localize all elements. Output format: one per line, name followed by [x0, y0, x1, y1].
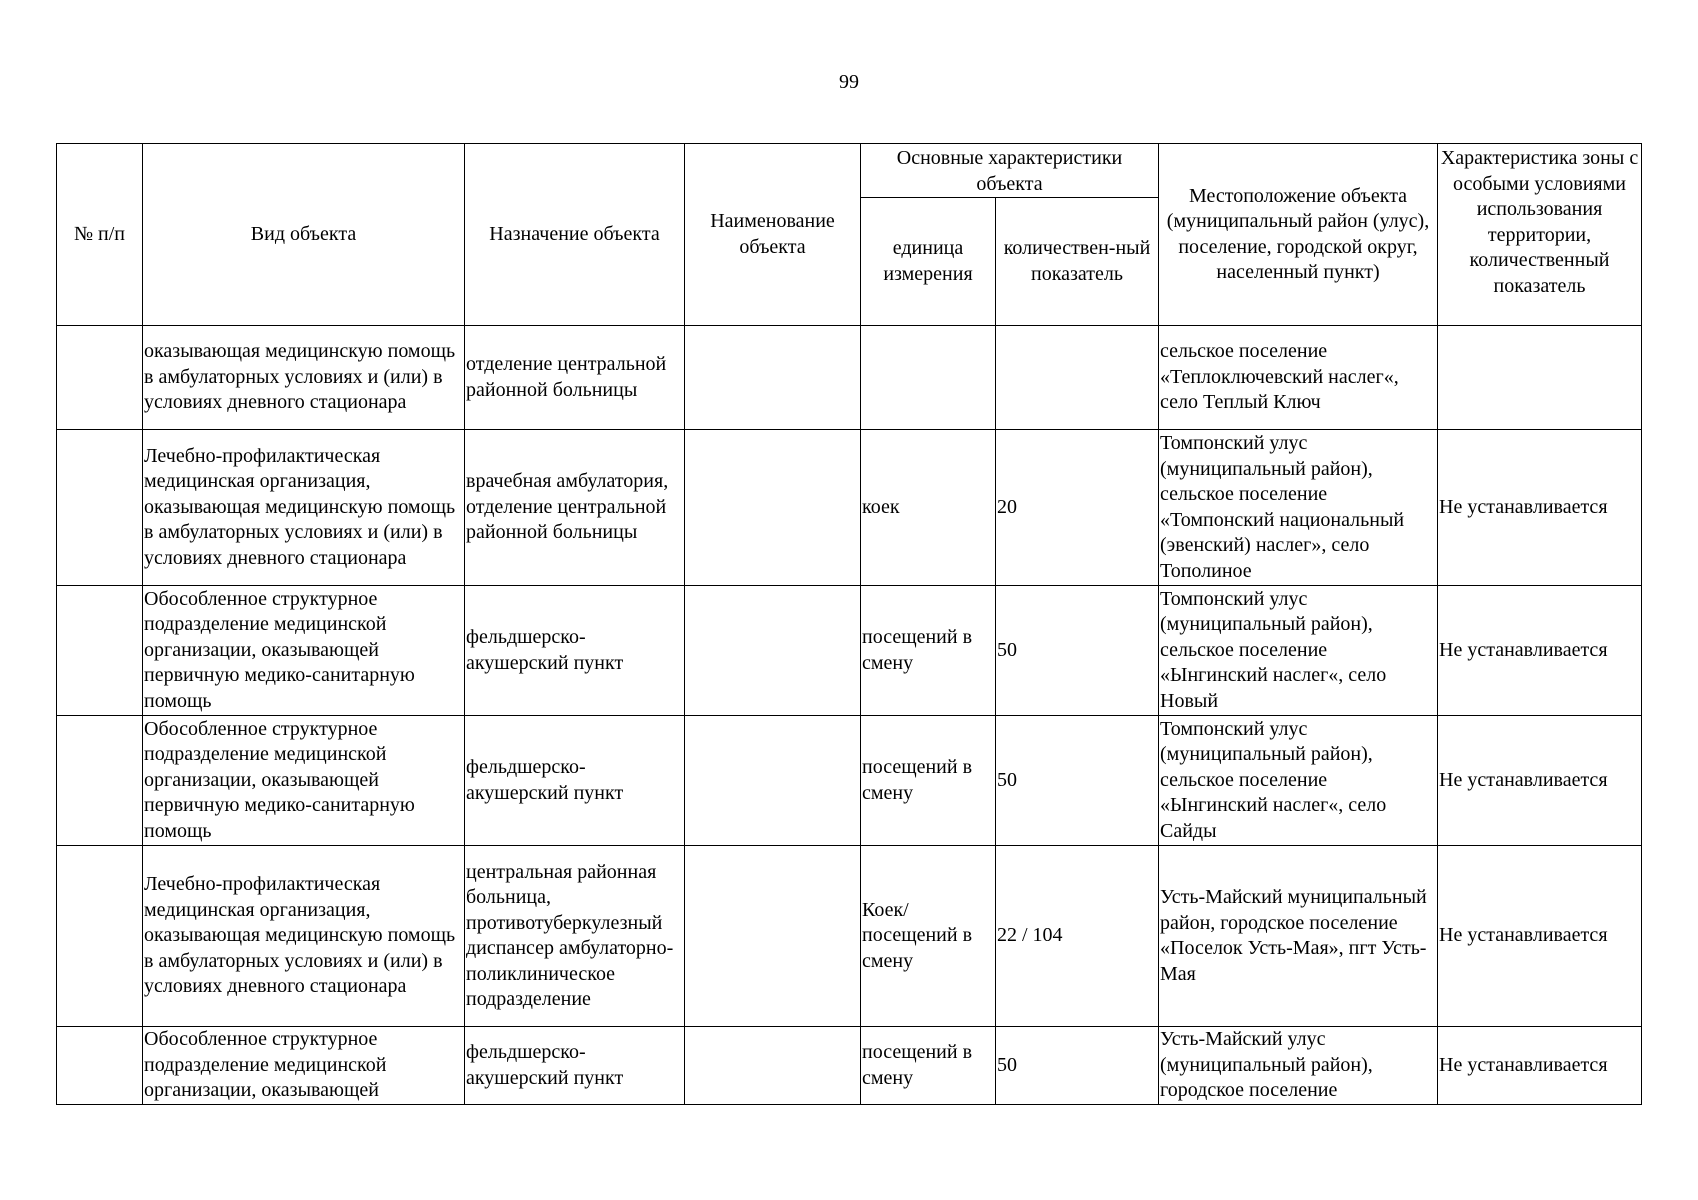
cell-name	[685, 846, 861, 1027]
objects-table	[56, 143, 1642, 1105]
cell-type: Обособленное структурное подразделение медицинской организации, оказывающей первичную медико-санитарную помощь	[143, 716, 465, 846]
page-number: 99	[839, 71, 859, 93]
cell-location: сельское поселение «Теплоключевский наслег«, село Теплый Ключ	[1159, 326, 1438, 430]
cell-zone	[1438, 326, 1642, 430]
cell-type: оказывающая медицинскую помощь в амбулаторных условиях и (или) в условиях дневного стационара	[143, 326, 465, 430]
cell-zone: Не устанавливается	[1438, 1027, 1642, 1105]
cell-location: Томпонский улус (муниципальный район), сельское поселение «Томпонский национальный (эвенский) наслег», село Тополиное	[1159, 430, 1438, 586]
table-row	[57, 846, 1642, 1027]
cell-purpose: фельдшерско-акушерский пункт	[465, 1027, 685, 1105]
cell-name	[685, 326, 861, 430]
table-row	[57, 326, 1642, 430]
cell-name	[685, 1027, 861, 1105]
cell-no	[57, 1027, 143, 1105]
cell-purpose: центральная районная больница, противотуберкулезный диспансер амбулаторно-поликлиническое подразделение	[465, 846, 685, 1027]
header-object-name: Наименование объекта	[685, 144, 861, 326]
cell-quantity: 22 / 104	[996, 846, 1159, 1027]
cell-unit: посещений в смену	[861, 586, 996, 716]
cell-location: Усть-Майский муниципальный район, городское поселение «Поселок Усть-Мая», пгт Усть-Мая	[1159, 846, 1438, 1027]
cell-unit: посещений в смену	[861, 716, 996, 846]
cell-quantity: 50	[996, 716, 1159, 846]
cell-location: Томпонский улус (муниципальный район), сельское поселение «Ынгинский наслег«, село Сайды	[1159, 716, 1438, 846]
cell-zone: Не устанавливается	[1438, 716, 1642, 846]
header-location: Местоположение объекта (муниципальный район (улус), поселение, городской округ, населенный пункт)	[1159, 144, 1438, 326]
cell-purpose: фельдшерско-акушерский пункт	[465, 586, 685, 716]
cell-no	[57, 846, 143, 1027]
cell-purpose: фельдшерско-акушерский пункт	[465, 716, 685, 846]
cell-unit: Коек/посещений в смену	[861, 846, 996, 1027]
cell-type: Обособленное структурное подразделение медицинской организации, оказывающей	[143, 1027, 465, 1105]
header-object-purpose: Назначение объекта	[465, 144, 685, 326]
cell-type: Лечебно-профилактическая медицинская организация, оказывающая медицинскую помощь в амбулаторных условиях и (или) в условиях дневного стационара	[143, 846, 465, 1027]
table-row	[57, 1027, 1642, 1105]
header-zone: Характеристика зоны с особыми условиями использования территории, количественный показатель	[1438, 144, 1642, 326]
cell-name	[685, 716, 861, 846]
cell-quantity: 50	[996, 586, 1159, 716]
cell-type: Обособленное структурное подразделение медицинской организации, оказывающей первичную медико-санитарную помощь	[143, 586, 465, 716]
cell-unit	[861, 326, 996, 430]
cell-no	[57, 716, 143, 846]
table-row	[57, 430, 1642, 586]
cell-unit: коек	[861, 430, 996, 586]
cell-location: Усть-Майский улус (муниципальный район), городское поселение	[1159, 1027, 1438, 1105]
cell-quantity: 50	[996, 1027, 1159, 1105]
cell-unit: посещений в смену	[861, 1027, 996, 1105]
header-no: № п/п	[57, 144, 143, 326]
cell-zone: Не устанавливается	[1438, 430, 1642, 586]
cell-purpose: отделение центральной районной больницы	[465, 326, 685, 430]
cell-zone: Не устанавливается	[1438, 846, 1642, 1027]
cell-no	[57, 430, 143, 586]
cell-zone: Не устанавливается	[1438, 586, 1642, 716]
table-header	[57, 144, 1642, 326]
header-unit: единица измерения	[861, 198, 996, 326]
cell-location: Томпонский улус (муниципальный район), сельское поселение «Ынгинский наслег«, село Новый	[1159, 586, 1438, 716]
table-row	[57, 716, 1642, 846]
cell-quantity	[996, 326, 1159, 430]
cell-no	[57, 586, 143, 716]
cell-no	[57, 326, 143, 430]
cell-quantity: 20	[996, 430, 1159, 586]
table-row	[57, 586, 1642, 716]
cell-name	[685, 430, 861, 586]
cell-type: Лечебно-профилактическая медицинская организация, оказывающая медицинскую помощь в амбулаторных условиях и (или) в условиях дневного стационара	[143, 430, 465, 586]
header-object-type: Вид объекта	[143, 144, 465, 326]
cell-purpose: врачебная амбулатория, отделение центральной районной больницы	[465, 430, 685, 586]
cell-name	[685, 586, 861, 716]
header-main-characteristics: Основные характеристики объекта	[861, 144, 1159, 198]
header-quantity: количествен-ный показатель	[996, 198, 1159, 326]
